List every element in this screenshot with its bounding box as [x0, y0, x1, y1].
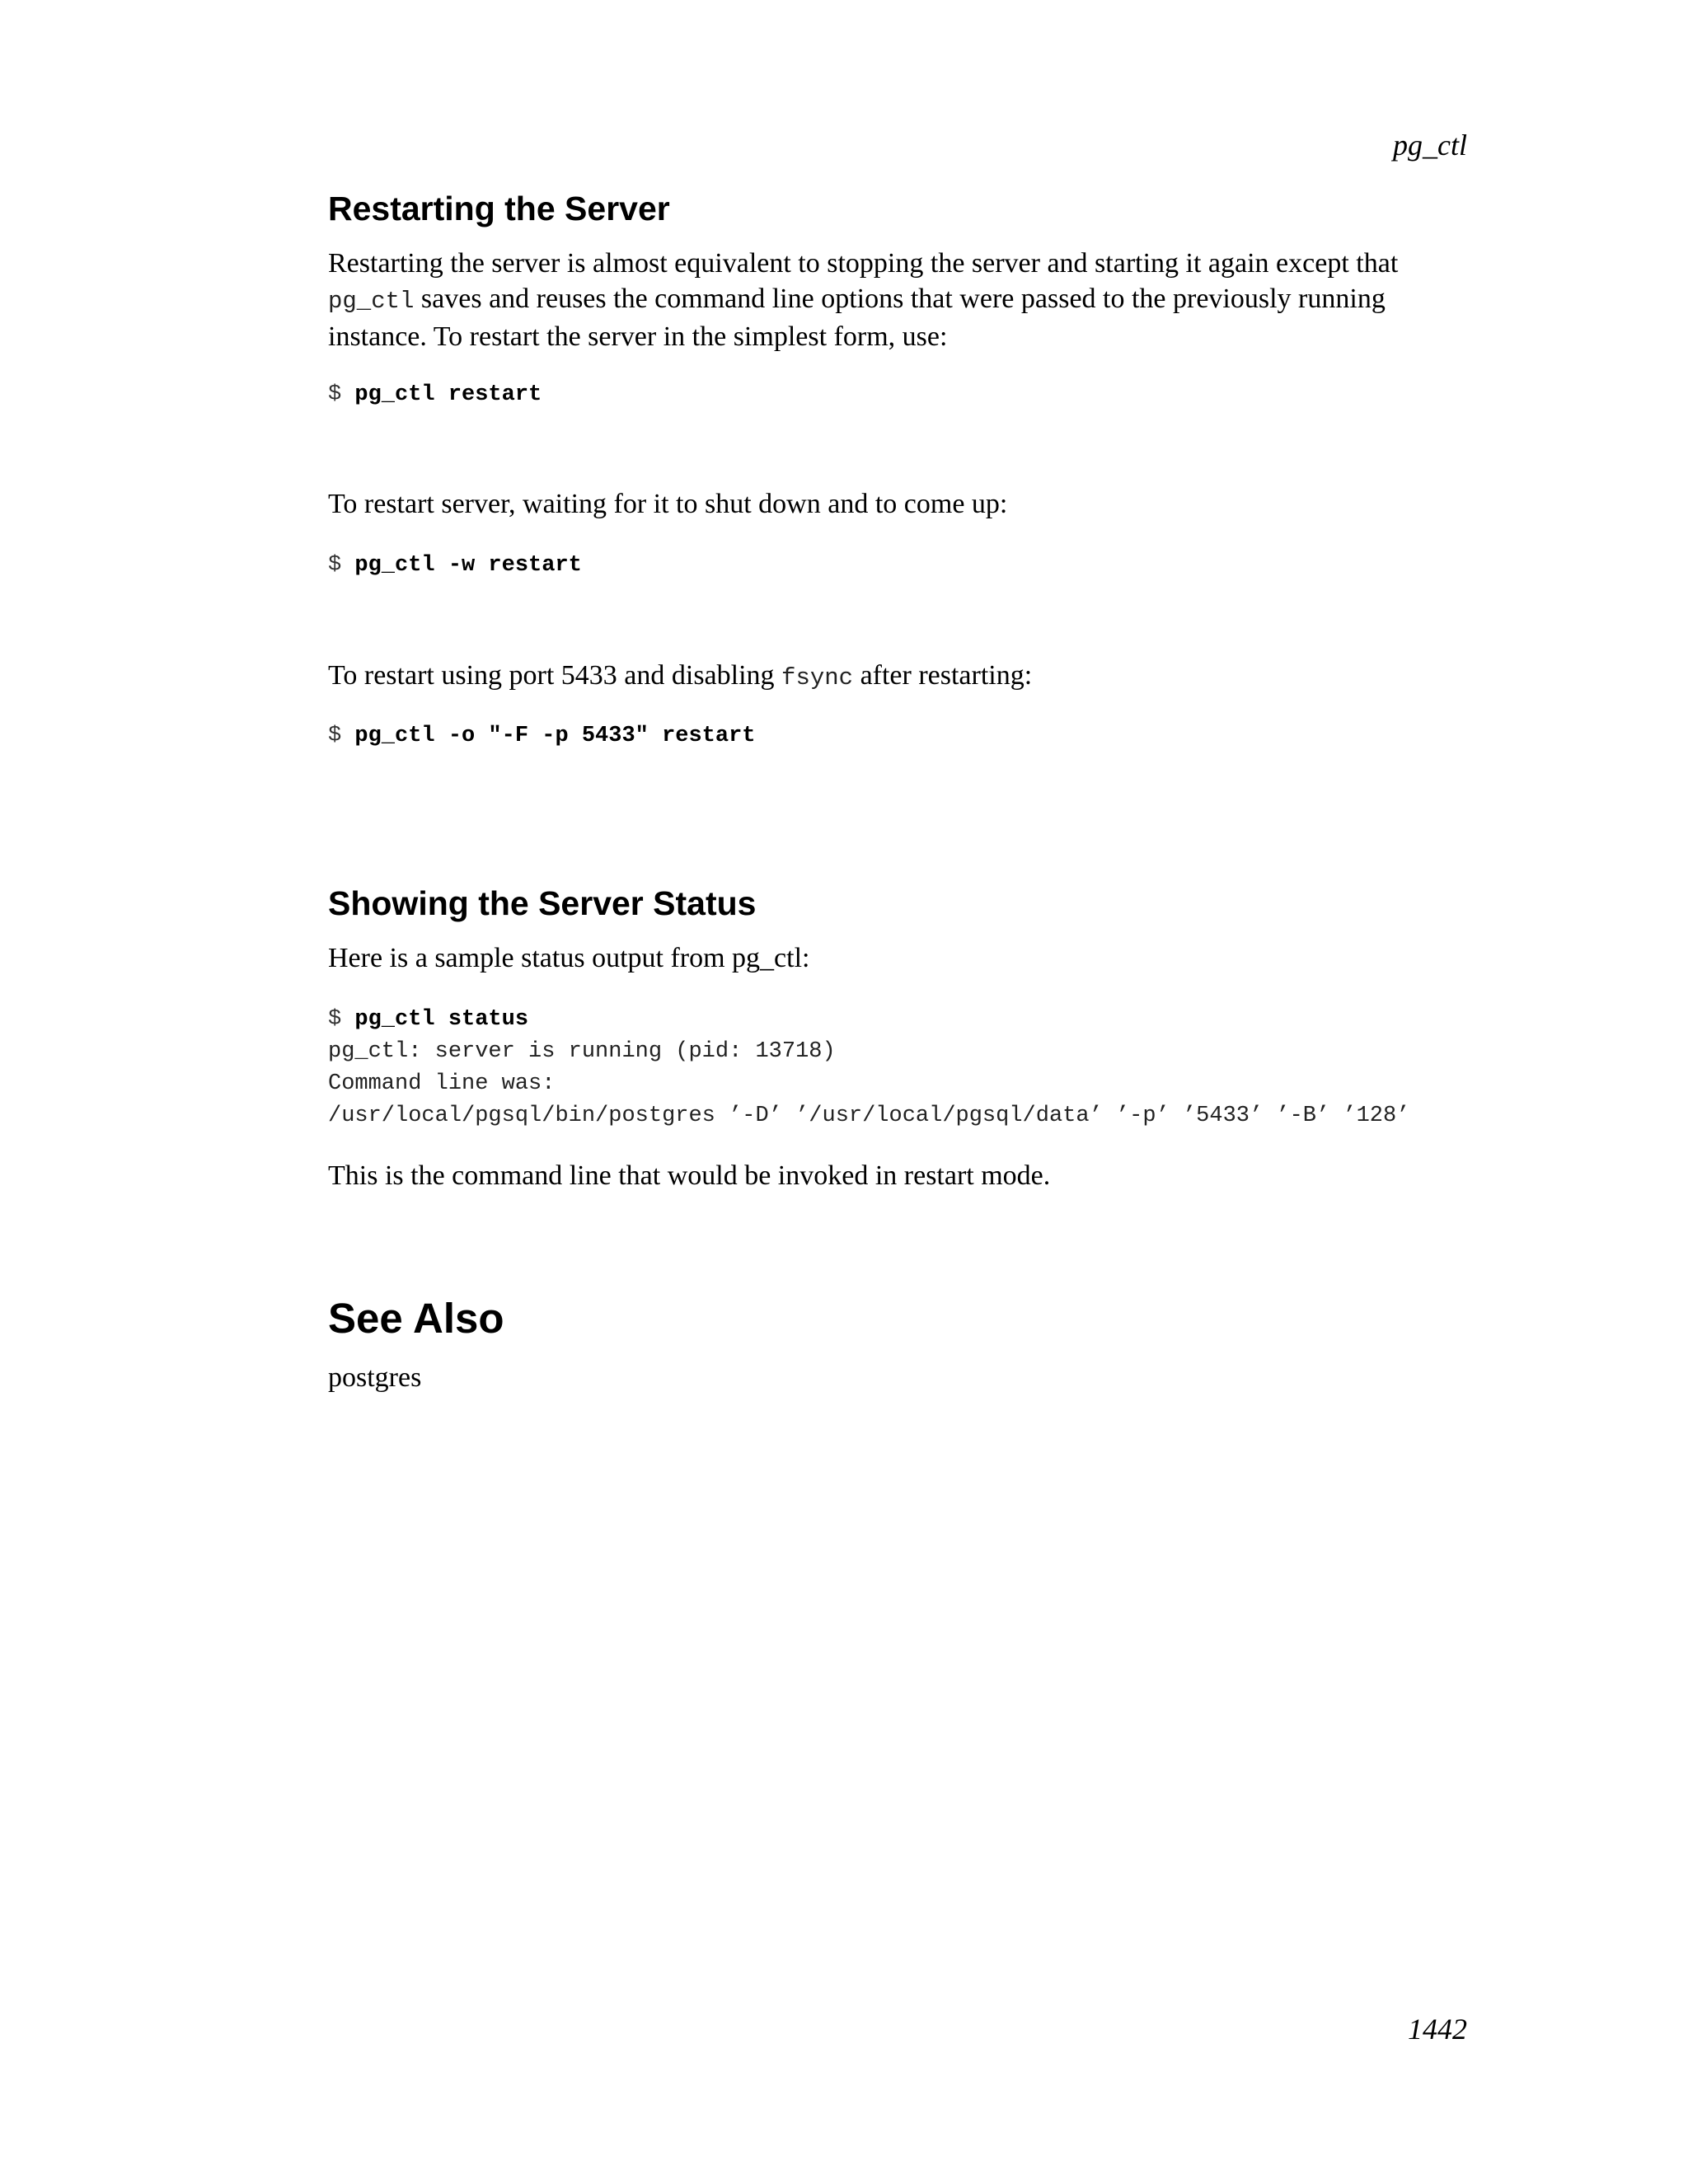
- output-line: pg_ctl: server is running (pid: 13718): [328, 1039, 836, 1064]
- paragraph-restart-intro: [328, 246, 1478, 354]
- paragraph-restart-wait: To restart server, waiting for it to shut down and to come up:: [328, 489, 1008, 519]
- see-also-link-postgres[interactable]: postgres: [328, 1362, 422, 1393]
- running-title: pg_ctl: [1393, 129, 1467, 162]
- command-text: pg_ctl -o "-F -p 5433" restart: [354, 724, 756, 748]
- command-text: pg_ctl restart: [354, 382, 542, 407]
- paragraph-restart-port: [328, 658, 1478, 696]
- code-block-status: [328, 1004, 1409, 1132]
- code-line: [328, 1004, 1409, 1036]
- paragraph-status-intro: Here is a sample status output from pg_ctl:: [328, 943, 810, 973]
- shell-prompt: $: [328, 1007, 355, 1032]
- code-block-restart-port: [328, 720, 756, 752]
- inline-code-fsync: fsync: [781, 664, 854, 691]
- page-number: 1442: [1408, 2013, 1467, 2046]
- command-text: pg_ctl -w restart: [354, 553, 582, 578]
- code-block-restart: [328, 379, 542, 411]
- paragraph-text: To restart using port 5433 and disabling: [328, 660, 782, 691]
- code-block-restart-wait: [328, 550, 582, 582]
- output-line: /usr/local/pgsql/bin/postgres ’-D’ ’/usr/local/pgsql/data’ ’-p’ ’5433’ ’-B’ ’128’: [328, 1104, 1410, 1128]
- shell-prompt: $: [328, 724, 355, 748]
- paragraph-status-explain: This is the command line that would be invoked in restart mode.: [328, 1160, 1051, 1191]
- shell-prompt: $: [328, 553, 355, 578]
- heading-server-status: Showing the Server Status: [328, 884, 757, 922]
- command-text: pg_ctl status: [354, 1007, 529, 1032]
- shell-prompt: $: [328, 382, 355, 407]
- heading-see-also: See Also: [328, 1295, 504, 1342]
- heading-restarting-server: Restarting the Server: [328, 190, 670, 227]
- paragraph-text: after restarting:: [853, 660, 1033, 691]
- inline-code-pg-ctl: pg_ctl: [328, 288, 415, 315]
- output-line: Command line was:: [328, 1071, 556, 1096]
- paragraph-text: Restarting the server is almost equivalent to stopping the server and starting it again except that: [328, 248, 1399, 279]
- paragraph-text: saves and reuses the command line options that were passed to the previously running instance. To restart the server in the simplest form, use:: [328, 284, 1386, 352]
